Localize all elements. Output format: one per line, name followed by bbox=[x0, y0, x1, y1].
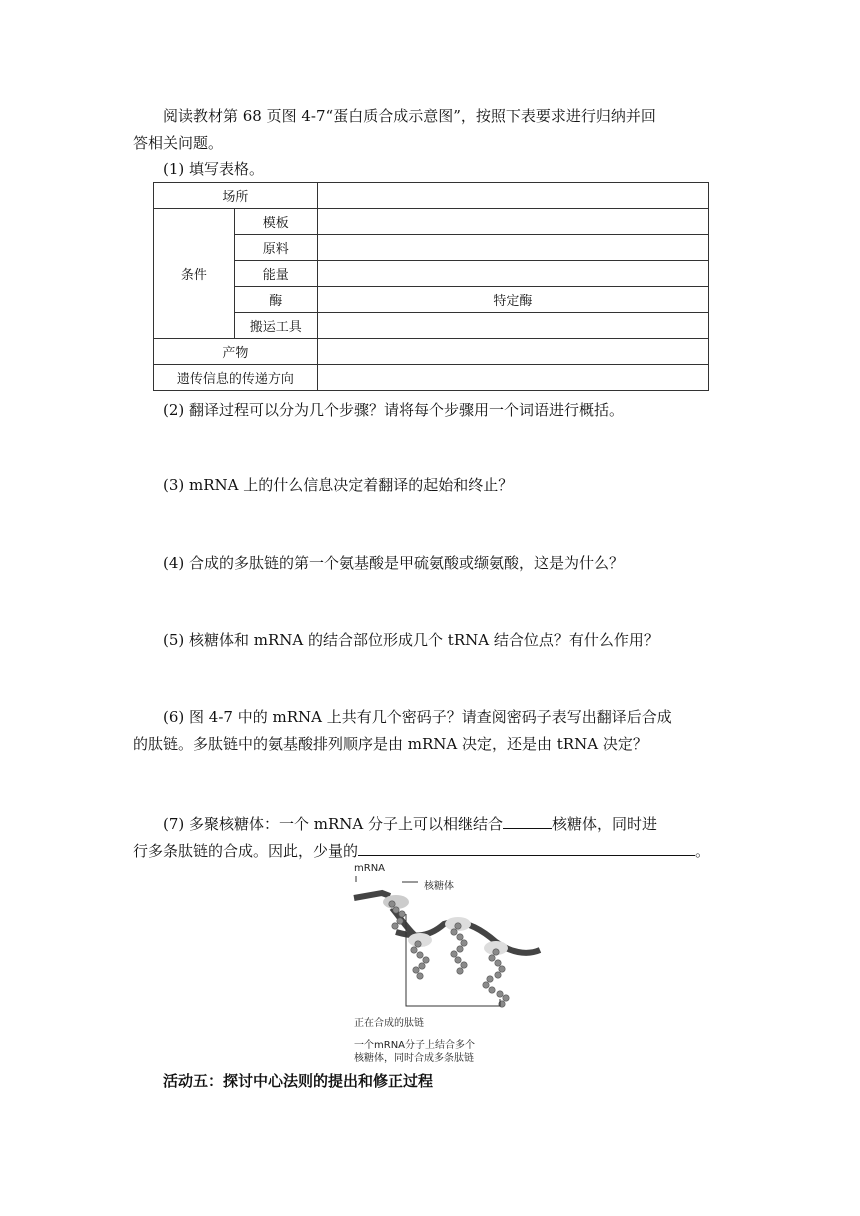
enzyme-value: 特定酶 bbox=[317, 287, 708, 313]
energy-label: 能量 bbox=[234, 261, 317, 287]
carrier-answer-cell[interactable] bbox=[317, 313, 708, 339]
question-3: (3) mRNA 上的什么信息决定着翻译的起始和终止？ bbox=[163, 476, 514, 494]
raw-material-answer-cell[interactable] bbox=[317, 235, 708, 261]
polyribosome-illustration bbox=[340, 860, 550, 1020]
activity-five-heading: 活动五：探讨中心法则的提出和修正过程 bbox=[163, 1072, 434, 1090]
question-6-line-1: (6) 图 4-7 中的 mRNA 上共有几个密码子？请查阅密码子表写出翻译后合成 bbox=[163, 708, 672, 726]
question-1: (1) 填写表格。 bbox=[163, 160, 265, 178]
product-answer-cell[interactable] bbox=[317, 339, 708, 365]
synthesis-table bbox=[153, 182, 709, 391]
peptide-label: 正在合成的肽链 bbox=[354, 1018, 424, 1029]
question-7-text-a: (7) 多聚核糖体：一个 mRNA 分子上可以相继结合 bbox=[163, 815, 504, 833]
conditions-label: 条件 bbox=[154, 209, 235, 339]
ribosome-label: 核糖体 bbox=[424, 881, 454, 892]
template-label: 模板 bbox=[234, 209, 317, 235]
efficiency-answer-blank[interactable] bbox=[358, 839, 695, 856]
ribosome-count-blank[interactable] bbox=[503, 812, 552, 829]
question-6-line-2: 的肽链。多肽链中的氨基酸排列顺序是由 mRNA 决定，还是由 tRNA 决定？ bbox=[133, 735, 648, 753]
question-5: (5) 核糖体和 mRNA 的结合部位形成几个 tRNA 结合位点？有什么作用？ bbox=[163, 631, 659, 649]
question-7-text-c: 行多条肽链的合成。因此，少量的 bbox=[133, 842, 359, 860]
caption-line-1: 一个mRNA分子上结合多个 bbox=[354, 1040, 476, 1051]
intro-line-2: 答相关问题。 bbox=[133, 134, 224, 152]
template-answer-cell[interactable] bbox=[317, 209, 708, 235]
question-7-text-b: 核糖体，同时进 bbox=[552, 815, 658, 833]
direction-label: 遗传信息的传递方向 bbox=[154, 365, 318, 391]
caption-line-2: 核糖体，同时合成多条肽链 bbox=[354, 1053, 474, 1064]
place-answer-cell[interactable] bbox=[317, 183, 708, 209]
enzyme-label: 酶 bbox=[234, 287, 317, 313]
question-7-text-d: 。 bbox=[695, 842, 711, 860]
mrna-label: mRNA bbox=[354, 863, 386, 874]
question-7-line-1 bbox=[163, 811, 657, 838]
place-label: 场所 bbox=[154, 183, 318, 209]
product-label: 产物 bbox=[154, 339, 318, 365]
energy-answer-cell[interactable] bbox=[317, 261, 708, 287]
direction-answer-cell[interactable] bbox=[317, 365, 708, 391]
polyribosome-figure bbox=[340, 860, 550, 1065]
question-2: (2) 翻译过程可以分为几个步骤？请将每个步骤用一个词语进行概括。 bbox=[163, 401, 625, 419]
question-4: (4) 合成的多肽链的第一个氨基酸是甲硫氨酸或缬氨酸，这是为什么？ bbox=[163, 554, 625, 572]
intro-line-1: 阅读教材第 68 页图 4-7“蛋白质合成示意图”，按照下表要求进行归纳并回 bbox=[163, 107, 656, 125]
raw-material-label: 原料 bbox=[234, 235, 317, 261]
carrier-label: 搬运工具 bbox=[234, 313, 317, 339]
